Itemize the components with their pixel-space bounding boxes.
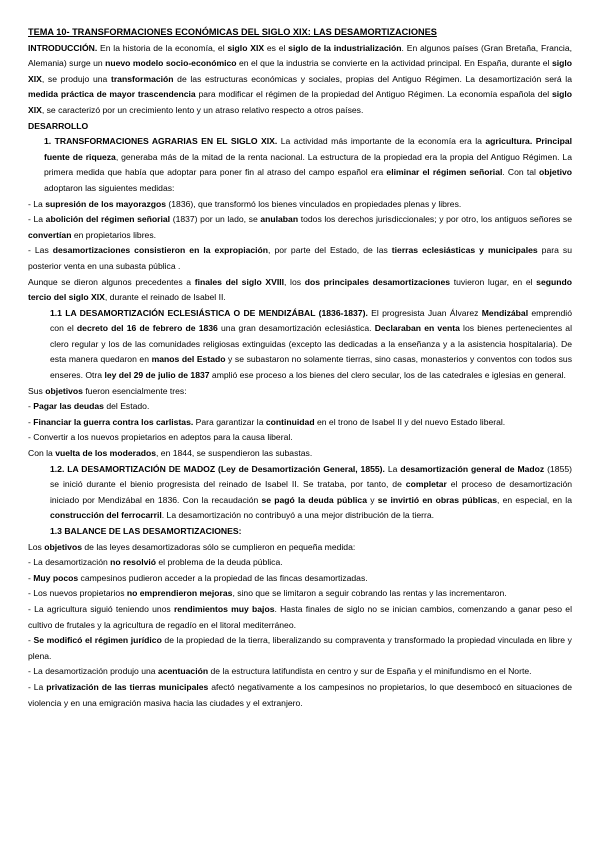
- text-segment: el problema de la deuda pública.: [156, 557, 283, 568]
- text-segment: en el que la industria se convierte en la actividad principal. En España, durante el: [236, 58, 552, 69]
- paragraph-s1: [28, 134, 572, 196]
- text-segment: emprendió con el: [50, 307, 572, 334]
- text-segment: , sino que se limitaron a seguir cobrando las rentas y las incrementaron.: [232, 588, 507, 599]
- paragraph-s12: [28, 462, 572, 524]
- text-segment: - La: [28, 681, 47, 692]
- text-segment: -: [28, 635, 34, 646]
- text-segment: (1836), que transformó los bienes vinculados en propiedades plenas y libres.: [166, 198, 462, 209]
- text-segment: completar: [405, 479, 447, 490]
- text-segment: decreto del 16 de febrero de 1836: [76, 323, 218, 334]
- text-segment: siglo XIX: [28, 58, 573, 84]
- text-segment: -: [28, 401, 34, 412]
- text-segment: La actividad más importante de la economía era la: [277, 136, 486, 147]
- text-segment: - La agricultura siguió teniendo unos: [28, 603, 174, 614]
- text-segment: , por parte del Estado, de las: [268, 245, 392, 256]
- text-segment: Principal fuente de riqueza: [44, 136, 572, 162]
- paragraph-m3: [28, 243, 572, 274]
- text-segment: vuelta de los moderados: [55, 448, 157, 459]
- text-segment: tierras eclesiásticas y municipales: [391, 245, 538, 256]
- paragraph-vuelta: [28, 446, 572, 462]
- text-segment: objetivos: [45, 385, 83, 396]
- text-segment: . Con tal: [502, 167, 540, 178]
- paragraph-b5: [28, 633, 572, 664]
- text-segment: - La desamortización: [28, 557, 111, 568]
- paragraph-o2: [28, 415, 572, 431]
- text-segment: En la historia de la economía, el: [97, 42, 228, 53]
- text-segment: tuvieron lugar, en el: [450, 276, 537, 287]
- paragraph-b1: [28, 555, 572, 571]
- paragraph-b3: [28, 586, 572, 602]
- paragraph-los: [28, 540, 572, 556]
- paragraph-intro: [28, 41, 572, 119]
- text-segment: Los: [28, 541, 45, 552]
- text-segment: amplió ese proceso a los bienes del clero secular, los de las catedrales e iglesias en general.: [209, 370, 566, 381]
- text-segment: no emprendieron mejoras: [126, 588, 233, 599]
- text-segment: y se subastaron no solamente tierras, sino casas, monasterios y conventos con todos sus enseres. Otra: [50, 354, 573, 381]
- paragraph-b6: [28, 664, 572, 680]
- text-segment: siglo de la industrialización: [288, 42, 402, 53]
- text-segment: , generaba más de la mitad de la renta nacional. La estructura de la propiedad era la propia del Antiguo Régimen. La primera medida que había que adoptar para poner fin al atraso del campo español era: [44, 151, 572, 178]
- text-segment: Sus: [28, 385, 46, 396]
- text-segment: continuidad: [265, 416, 315, 427]
- text-segment: eliminar el régimen señorial: [386, 167, 503, 178]
- text-segment: INTRODUCCIÓN.: [28, 42, 98, 53]
- text-segment: objetivos: [44, 541, 82, 552]
- text-segment: 1.1 LA DESAMORTIZACIÓN ECLESIÁSTICA O DE MENDIZÁBAL (1836-1837).: [50, 307, 368, 318]
- text-segment: desamortización general de Madoz: [400, 463, 545, 474]
- text-segment: , durante el reinado de Isabel II.: [104, 292, 226, 303]
- text-segment: de las leyes desamortizadoras sólo se cumplieron en pequeña medida:: [81, 541, 356, 552]
- text-segment: en el trono de Isabel II y del nuevo Estado liberal.: [314, 416, 506, 427]
- text-segment: convertían: [28, 229, 72, 240]
- text-segment: se invirtió en obras públicas: [377, 494, 498, 505]
- text-segment: los bienes pertenecientes al clero regular y los de las comunidades religiosas extinguidas (excepto las dedicadas a la enseñanza y a la asistencia hospitalaria). De esta manera quedaron en: [50, 323, 572, 365]
- text-segment: supresión de los mayorazgos: [45, 198, 167, 209]
- text-segment: fueron esencialmente tres:: [82, 385, 187, 396]
- paragraph-m2: [28, 212, 572, 243]
- text-segment: El progresista Juan Álvarez: [367, 307, 482, 318]
- paragraph-b2: [28, 571, 572, 587]
- text-segment: Financiar la guerra contra los carlistas.: [33, 416, 194, 427]
- paragraph-m1: [28, 197, 572, 213]
- text-segment: - Las: [28, 245, 53, 256]
- text-segment: . Hasta finales de siglo no se inician cambios, comenzando a ganar peso el cultivo de frutales y la agricultura de regadío en el litoral mediterráneo.: [28, 603, 572, 630]
- text-segment: agricultura.: [485, 136, 533, 147]
- text-segment: - La: [28, 214, 46, 225]
- text-segment: todos los derechos jurisdiccionales; y por otro, los antiguos señores se: [298, 214, 573, 225]
- text-segment: , en 1844, se suspendieron las subastas.: [156, 448, 313, 459]
- text-segment: el proceso de desamortización iniciado por Mendizábal en 1836. Con la recaudación: [50, 479, 572, 505]
- text-segment: ley del 29 de julio de 1837: [104, 370, 210, 381]
- text-segment: 1.3 BALANCE DE LAS DESAMORTIZACIONES:: [50, 526, 242, 536]
- text-segment: 1.2. LA DESAMORTIZACIÓN DE MADOZ (Ley de Desamortización General, 1855).: [50, 463, 385, 474]
- text-segment: para modificar el régimen de la propiedad del Antiguo Régimen. La economía española del: [195, 89, 552, 100]
- text-segment: , en especial, en la: [497, 494, 572, 505]
- text-segment: Mendizábal: [481, 307, 529, 318]
- text-segment: del Estado.: [103, 401, 150, 412]
- text-segment: privatización de las tierras municipales: [46, 681, 209, 692]
- text-segment: , los: [284, 276, 305, 287]
- text-segment: adoptaron las siguientes medidas:: [44, 182, 175, 193]
- text-segment: campesinos pudieron acceder a la propiedad de las fincas desamortizadas.: [78, 572, 368, 583]
- text-segment: dos principales desamortizaciones: [304, 276, 451, 287]
- text-segment: rendimientos muy bajos: [173, 603, 275, 614]
- paragraph-s13: [28, 524, 572, 540]
- paragraph-aunque: [28, 275, 572, 306]
- paragraph-b4: [28, 602, 572, 633]
- paragraph-desarrollo: [28, 119, 572, 135]
- text-segment: medida práctica de mayor trascendencia: [28, 89, 196, 100]
- paragraph-o3: [28, 430, 572, 446]
- text-segment: Se modificó el régimen jurídico: [33, 635, 162, 646]
- text-segment: desamortizaciones consistieron en la expropiación: [52, 245, 269, 256]
- text-segment: se pagó la deuda pública: [261, 494, 367, 505]
- text-segment: abolición del régimen señorial: [45, 214, 171, 225]
- text-segment: -: [28, 572, 34, 583]
- text-segment: acentuación: [157, 666, 209, 677]
- text-segment: . En algunos países (Gran Bretaña, Francia, Alemania) surge un: [28, 42, 572, 69]
- text-segment: , se caracterizó por un crecimiento lento y un atraso relativo respecto a otros países.: [41, 104, 364, 115]
- text-segment: no resolvió: [110, 557, 157, 568]
- text-segment: - La desamortización produjo una: [28, 666, 158, 677]
- text-segment: Muy pocos: [33, 572, 79, 583]
- text-segment: construcción del ferrocarril: [50, 510, 162, 521]
- text-segment: en propietarios libres.: [71, 229, 157, 240]
- text-segment: de la estructura latifundista en centro y sur de España y el minifundismo en el Norte.: [208, 666, 532, 677]
- text-segment: 1. TRANSFORMACIONES AGRARIAS EN EL SIGLO XIX.: [44, 136, 278, 147]
- text-segment: . La desamortización no contribuyó a una mejor distribución de la tierra.: [161, 510, 435, 521]
- text-segment: -: [28, 416, 34, 427]
- text-segment: DESARROLLO: [28, 120, 89, 131]
- text-segment: Declaraban en venta: [374, 323, 460, 334]
- paragraph-o1: [28, 399, 572, 415]
- text-segment: manos del Estado: [151, 354, 226, 365]
- text-segment: de las estructuras económicas y sociales, propias del Antiguo Régimen. La desamortización será la: [173, 73, 572, 84]
- text-segment: Pagar las deudas: [33, 401, 104, 412]
- text-segment: , se produjo una: [41, 73, 111, 84]
- text-segment: Para garantizar la: [193, 416, 266, 427]
- text-segment: Con la: [28, 448, 56, 459]
- text-segment: - La: [28, 198, 46, 209]
- text-segment: - Los nuevos propietarios: [28, 588, 127, 599]
- text-segment: finales del siglo XVIII: [194, 276, 285, 287]
- paragraph-sus: [28, 384, 572, 400]
- text-segment: (1837) por un lado, se: [170, 214, 261, 225]
- text-segment: para su posterior venta en una subasta pública .: [28, 245, 572, 271]
- text-segment: es el: [264, 42, 289, 53]
- text-segment: objetivo: [539, 167, 572, 178]
- text-segment: anulaban: [260, 214, 299, 225]
- text-segment: de la propiedad de la tierra, liberalizando su compraventa y transformado la propiedad vinculada en libre y plena.: [28, 635, 572, 661]
- text-segment: transformación: [110, 73, 174, 84]
- text-segment: (1855) se inició durante el bienio progresista del reinado de Isabel II. Se trataba, por tanto, de: [50, 463, 572, 490]
- paragraph-s11: [28, 306, 572, 384]
- text-segment: afectó negativamente a los campesinos no propietarios, lo que desembocó en situaciones de violencia y en una emigración masiva hacia las ciudades y el extranjero.: [28, 681, 572, 708]
- text-segment: La: [384, 463, 401, 474]
- paragraph-b7: [28, 680, 572, 711]
- text-segment: segundo tercio del siglo XIX: [28, 276, 572, 303]
- document-body: [28, 41, 572, 712]
- text-segment: y: [367, 494, 378, 505]
- text-segment: siglo XIX: [227, 42, 265, 53]
- text-segment: siglo XIX: [28, 89, 572, 115]
- document-title: TEMA 10- TRANSFORMACIONES ECONÓMICAS DEL SIGLO XIX: LAS DESAMORTIZACIONES: [28, 27, 437, 37]
- text-segment: Aunque se dieron algunos precedentes a: [28, 276, 195, 287]
- text-segment: una gran desamortización eclesiástica.: [217, 323, 375, 334]
- text-segment: - Convertir a los nuevos propietarios en adeptos para la causa liberal.: [28, 432, 293, 443]
- text-segment: nuevo modelo socio-económico: [105, 58, 237, 69]
